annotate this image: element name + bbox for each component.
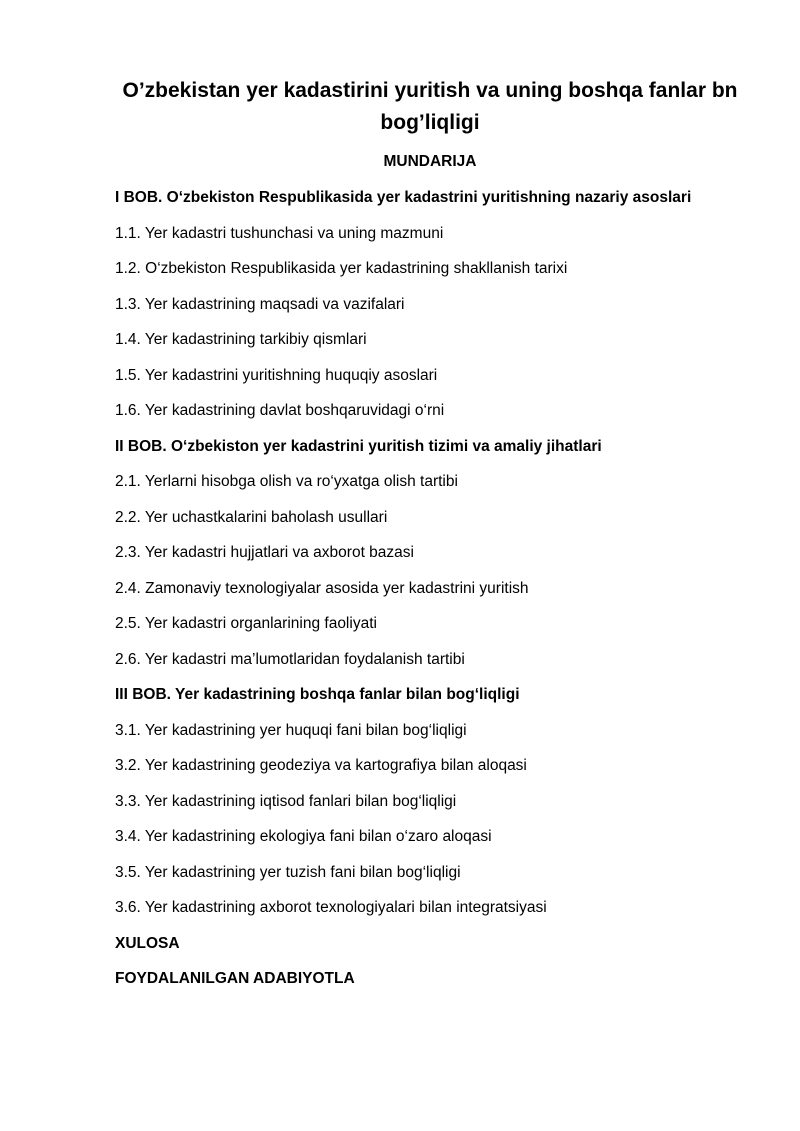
toc-item: 1.6. Yer kadastrining davlat boshqaruvidagi o‘rni [115,402,445,419]
toc-item: 3.6. Yer kadastrining axborot texnologiyalari bilan integratsiyasi [115,899,547,916]
toc-item: 2.2. Yer uchastkalarini baholash usullari [115,508,388,526]
toc-item: 3.5. Yer kadastrining yer tuzish fani bilan bog‘liqligi [115,863,461,881]
toc-item: 1.1. Yer kadastri tushunchasi va uning mazmuni [115,224,444,242]
toc-chapter-heading: I BOB. O‘zbekiston Respublikasida yer kadastrini yuritishning nazariy asoslari [115,189,692,206]
toc-item: 2.5. Yer kadastri organlarining faoliyati [115,615,377,632]
toc-chapter-heading: FOYDALANILGAN ADABIYOTLA [115,970,355,987]
toc-chapter-heading: II BOB. O‘zbekiston yer kadastrini yuritish tizimi va amaliy jihatlari [115,437,602,455]
toc-item: 3.3. Yer kadastrining iqtisod fanlari bilan bog‘liqligi [115,792,457,810]
toc-item: 3.1. Yer kadastrining yer huquqi fani bilan bog‘liqligi [115,721,467,739]
toc-item: 1.4. Yer kadastrining tarkibiy qismlari [115,331,367,348]
toc-item: 1.2. O‘zbekiston Respublikasida yer kadastrining shakllanish tarixi [115,260,568,277]
toc-item: 2.4. Zamonaviy texnologiyalar asosida yer kadastrini yuritish [115,579,529,597]
toc-item: 2.6. Yer kadastri ma’lumotlaridan foydalanish tartibi [115,650,465,668]
toc-item: 1.5. Yer kadastrini yuritishning huquqiy asoslari [115,366,438,384]
document-title: O’zbekistan yer kadastirini yuritish va uning boshqa fanlar bn bog’liqligi [122,79,738,134]
toc-item: 1.3. Yer kadastrining maqsadi va vazifalari [115,295,405,313]
contents-heading: MUNDARIJA [383,153,477,170]
table-of-contents [115,188,775,1005]
toc-chapter-heading: XULOSA [115,934,180,952]
toc-chapter-heading: III BOB. Yer kadastrining boshqa fanlar bilan bog‘liqligi [115,686,520,703]
toc-item: 2.1. Yerlarni hisobga olish va ro‘yxatga olish tartibi [115,473,458,490]
toc-item: 3.4. Yer kadastrining ekologiya fani bilan o‘zaro aloqasi [115,828,492,845]
toc-item: 3.2. Yer kadastrining geodeziya va kartografiya bilan aloqasi [115,757,527,774]
toc-item: 2.3. Yer kadastri hujjatlari va axborot bazasi [115,544,414,561]
